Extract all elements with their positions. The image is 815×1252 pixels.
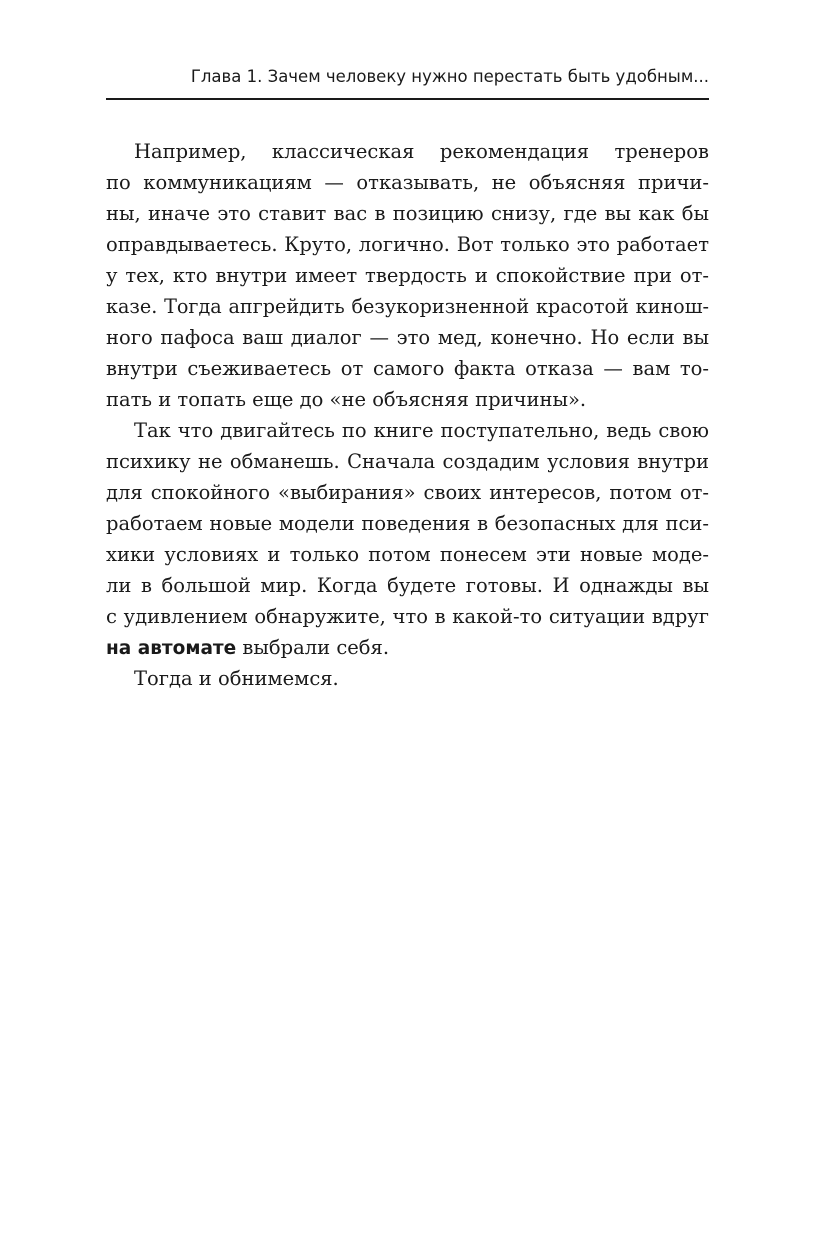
text-line-with-emphasis [106,632,709,663]
text-line: ны, иначе это ставит вас в позицию снизу, где вы как бы [106,202,709,225]
text-line: Например, классическая рекомендация тренеров [134,140,709,163]
text-line: внутри съеживаетесь от самого факта отказа — вам то- [106,357,709,380]
paragraph-3 [106,663,709,694]
text-line-rest: выбрали себя. [236,636,390,659]
paragraph-1 [106,136,709,415]
body-text [106,136,709,694]
text-line: оправдываетесь. Круто, логично. Вот только это работает [106,233,709,256]
text-line: для спокойного «выбирания» своих интересов, потом от- [106,481,709,504]
text-line: ли в большой мир. Когда будете готовы. И однажды вы [106,574,709,597]
text-line: с удивлением обнаружите, что в какой-то ситуации вдруг [106,605,709,628]
text-line: у тех, кто внутри имеет твердость и спокойствие при от- [106,264,709,287]
text-line: по коммуникациям — отказывать, не объясняя причи- [106,171,709,194]
text-line: работаем новые модели поведения в безопасных для пси- [106,512,709,535]
paragraph-2 [106,415,709,663]
text-line: пать и топать еще до «не объясняя причины». [106,388,587,411]
emphasis-text: на автомате [106,638,237,659]
running-head: Глава 1. Зачем человеку нужно перестать быть удобным... [190,67,709,86]
header-rule [106,98,709,100]
text-line: хики условиях и только потом понесем эти новые моде- [106,543,709,566]
text-line: ного пафоса ваш диалог — это мед, конечно. Но если вы [106,326,709,349]
text-line: казе. Тогда апгрейдить безукоризненной красотой кинош- [106,295,709,318]
text-line: Тогда и обнимемся. [134,667,339,690]
text-line: Так что двигайтесь по книге поступательно, ведь свою [134,419,709,442]
text-line: психику не обманешь. Сначала создадим условия внутри [106,450,709,473]
